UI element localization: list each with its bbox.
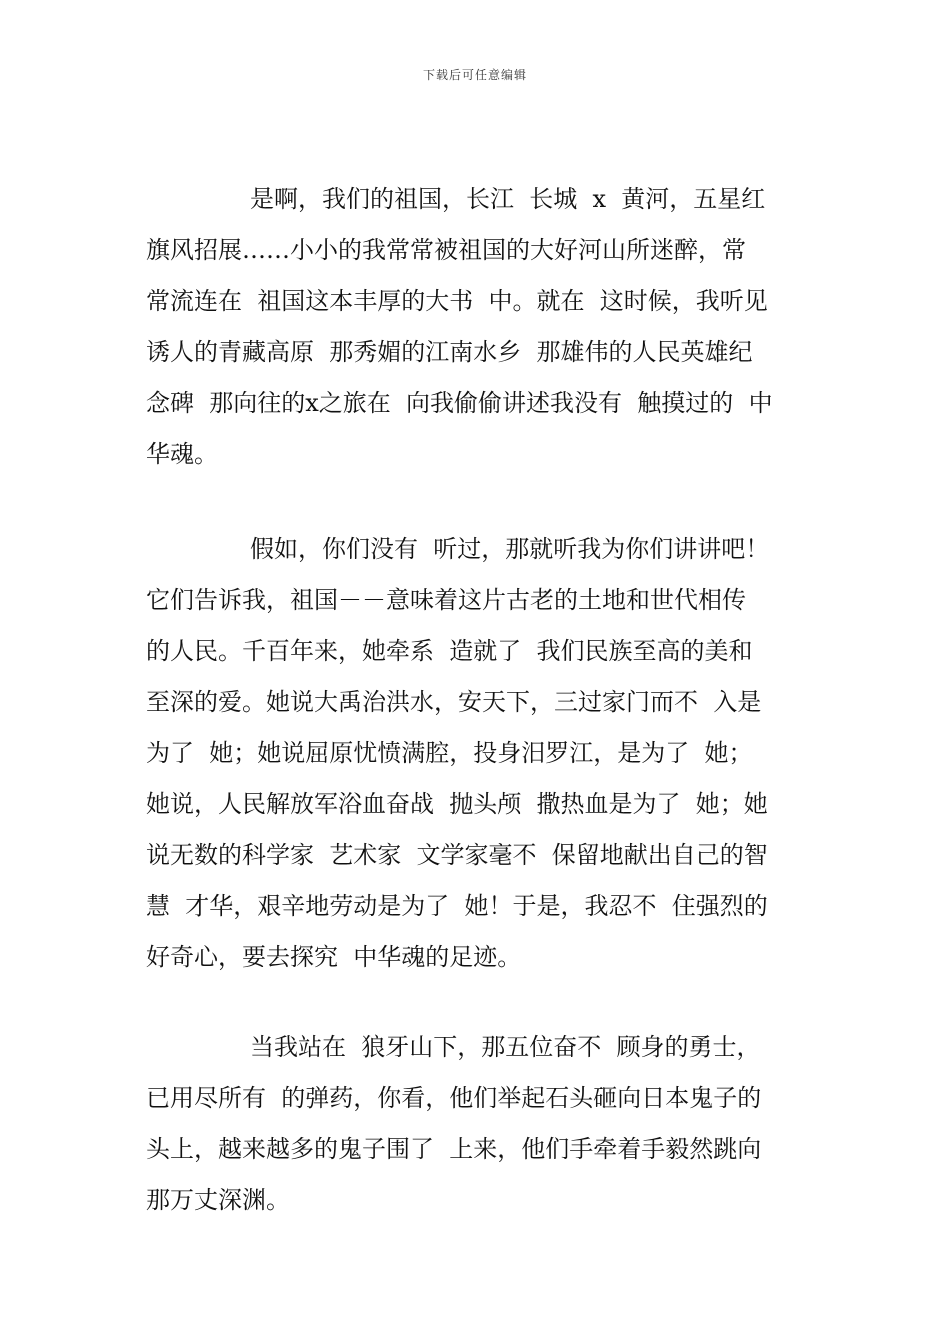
paragraph-1: [146, 174, 806, 480]
text-line: 华魂。: [146, 440, 218, 468]
text-line: 是啊，我们的祖国，长江 长城 x 黄河，五星红: [250, 185, 766, 213]
text-line: 好奇心，要去探究 中华魂的足迹。: [146, 943, 522, 971]
text-line: 头上，越来越多的鬼子围了 上来，他们手牵着手毅然跳向: [146, 1135, 762, 1163]
text-line: 旗风招展……小小的我常常被祖国的大好河山所迷醉，常: [146, 236, 746, 264]
text-line: 当我站在 狼牙山下，那五位奋不 顾身的勇士，: [250, 1033, 761, 1061]
paragraph-3: [146, 1022, 806, 1226]
text-line: 至深的爱。她说大禹治洪水，安天下，三过家门而不 入是: [146, 688, 762, 716]
text-line: 的人民。千百年来，她牵系 造就了 我们民族至高的美和: [146, 637, 753, 665]
paragraph-2: [146, 524, 806, 983]
text-line: 常流连在 祖国这本丰厚的大书 中。就在 这时候，我听见: [146, 287, 768, 315]
text-line: 那万丈深渊。: [146, 1186, 290, 1214]
text-line: 假如，你们没有 听过，那就听我为你们讲讲吧！: [250, 535, 770, 563]
text-line: 已用尽所有 的弹药，你看，他们举起石头砸向日本鬼子的: [146, 1084, 762, 1112]
page-header: 下载后可任意编辑: [422, 68, 527, 82]
text-line: 诱人的青藏高原 那秀媚的江南水乡 那雄伟的人民英雄纪: [146, 338, 753, 366]
text-line: 慧 才华，艰辛地劳动是为了 她！于是，我忍不 住强烈的: [146, 892, 768, 920]
text-line: 她说，人民解放军浴血奋战 抛头颅 撒热血是为了 她；她: [146, 790, 768, 818]
text-line: 它们告诉我，祖国－－意味着这片古老的土地和世代相传: [146, 586, 746, 614]
text-line: 为了 她；她说屈原忧愤满腔，投身汨罗江，是为了 她；: [146, 739, 753, 767]
text-line: 说无数的科学家 艺术家 文学家毫不 保留地献出自己的智: [146, 841, 768, 869]
text-line: 念碑 那向往的x之旅在 向我偷偷讲述我没有 触摸过的 中: [146, 389, 773, 417]
